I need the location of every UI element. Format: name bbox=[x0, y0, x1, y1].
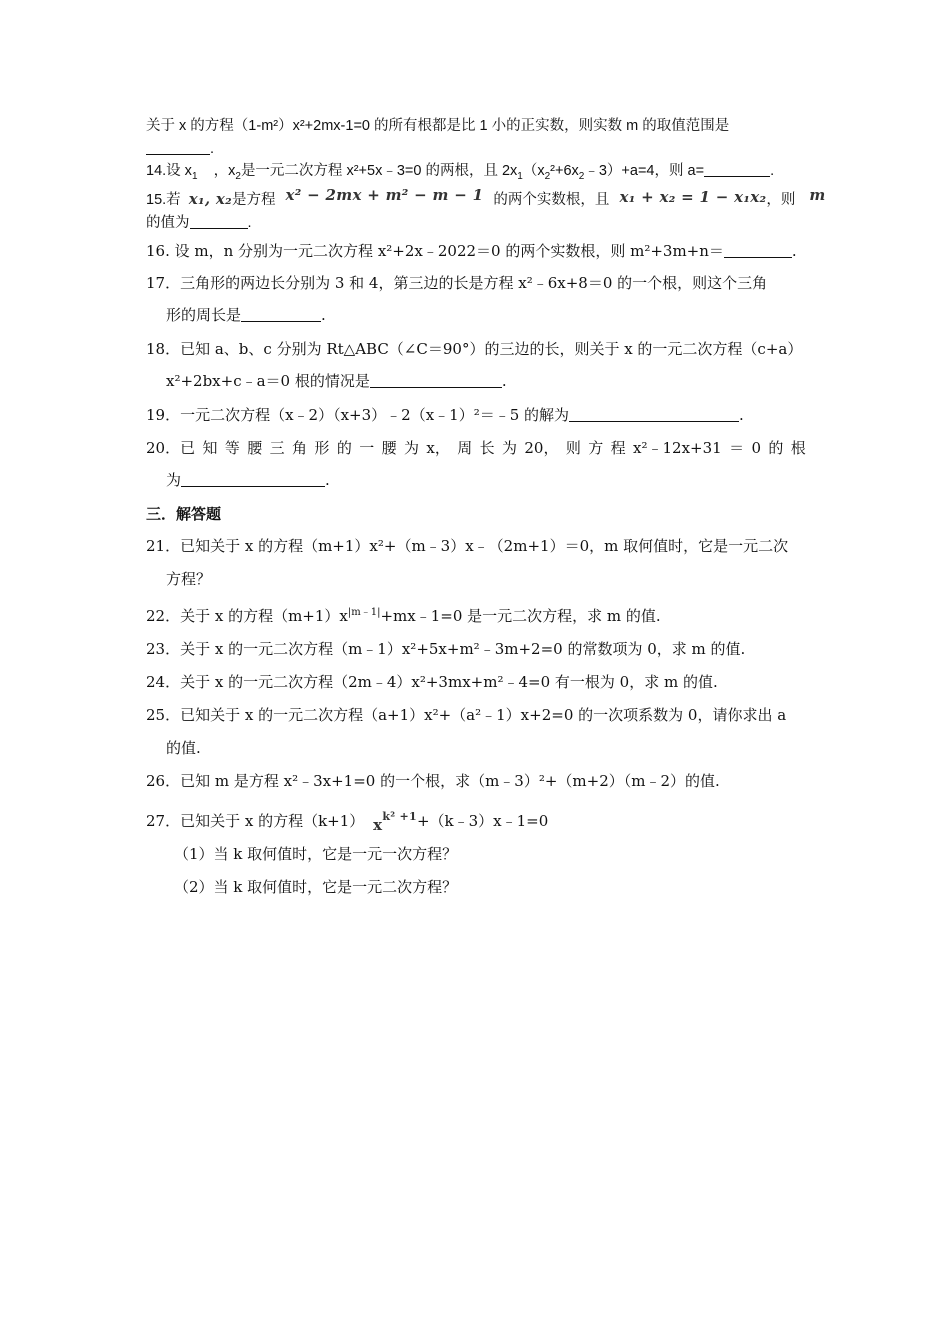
q16-line: 16. 设 m，n 分别为一元二次方程 x²+2x﹣2022＝0 的两个实数根，则 m²+3m+n＝ . bbox=[146, 242, 797, 260]
q25-line2: 的值. bbox=[166, 739, 201, 757]
math-image-equation: x² − 2mx + m² − m − 1 bbox=[285, 186, 484, 204]
q13-line1: 关于 x 的方程（1-m²）x²+2mx-1=0 的所有根都是比 1 小的正实数，则实数 m 的取值范围是 bbox=[146, 118, 730, 134]
q17-line2: 形的周长是 . bbox=[166, 306, 326, 324]
answer-blank[interactable] bbox=[724, 243, 792, 258]
q19-line: 19．一元二次方程（x﹣2）（x+3）﹣2（x﹣1）²＝﹣5 的解为 . bbox=[146, 406, 744, 424]
math-image-m: m bbox=[809, 186, 826, 204]
math-image-power: $x^{k^2 +1}$ bbox=[373, 810, 417, 834]
q25-line1: 25．已知关于 x 的一元二次方程（a+1）x²+（a²﹣1）x+2=0 的一次项系数为 0，请你求出 a bbox=[146, 706, 787, 724]
q26-line: 26．已知 m 是方程 x²﹣3x+1=0 的一个根，求（m﹣3）²+（m+2）（m﹣2）的值. bbox=[146, 772, 720, 790]
q15-line1: 15.若 x₁, x₂是方程 x² − 2mx + m² − m − 1 的两个实数根，且 x₁ + x₂ = 1 − x₁x₂，则 m bbox=[146, 186, 826, 208]
q14-line: 14.设 $x_1$ ，$x_2$是一元二次方程 x²+5x﹣3=0 的两根，且 $2x_1(x_2^2+6x_2﹣3)+a=4$，则 a= . bbox=[146, 163, 775, 182]
q27-sub2: （2）当 k 取何值时，它是一元二次方程？ bbox=[174, 878, 458, 896]
q22-line: 22．关于 x 的方程$(m+1)x^{|m﹣1|}+mx﹣1=0$ 是一元二次方程，求 m 的值. bbox=[146, 607, 661, 625]
q20-line2: 为 . bbox=[166, 471, 330, 489]
answer-blank[interactable] bbox=[181, 472, 325, 487]
q21-line2: 方程？ bbox=[166, 570, 212, 588]
q17-line1: 17．三角形的两边长分别为 3 和 4，第三边的长是方程 x²﹣6x+8＝0 的一个根，则这个三角 bbox=[146, 274, 768, 292]
answer-blank[interactable] bbox=[569, 407, 739, 422]
q13-line2: . bbox=[146, 138, 214, 160]
q27-line: 27．已知关于 x 的方程（k+1） $x^{k^2 +1}+(k﹣3)x﹣1=0$ bbox=[146, 810, 549, 834]
answer-blank[interactable] bbox=[704, 162, 770, 177]
answer-blank[interactable] bbox=[370, 373, 502, 388]
q20-line1: 20．已 知 等 腰 三 角 形 的 一 腰 为 x， 周 长 为 20， 则 方 程 x²﹣12x+31 ＝ 0 的 根 bbox=[146, 439, 806, 457]
q27-sub1: （1）当 k 取何值时，它是一元一次方程？ bbox=[174, 845, 458, 863]
q21-line1: 21．已知关于 x 的方程（m+1）x²+（m﹣3）x﹣（2m+1）＝0，m 取何值时，它是一元二次 bbox=[146, 537, 789, 555]
answer-blank[interactable] bbox=[190, 214, 248, 229]
answer-blank[interactable] bbox=[146, 140, 210, 155]
answer-blank[interactable] bbox=[241, 307, 321, 322]
q18-line1: 18．已知 a、b、c 分别为 Rt△ABC（∠C＝90°）的三边的长，则关于 x 的一元二次方程（c+a） bbox=[146, 340, 803, 358]
q24-line: 24．关于 x 的一元二次方程（2m﹣4）x²+3mx+m²﹣4=0 有一根为 0，求 m 的值. bbox=[146, 673, 718, 691]
math-image-x1-x2: x₁, x₂ bbox=[188, 190, 232, 208]
q15-line2: 的值为 . bbox=[146, 215, 252, 231]
q23-line: 23．关于 x 的一元二次方程（m﹣1）x²+5x+m²﹣3m+2=0 的常数项为 0，求 m 的值. bbox=[146, 640, 746, 658]
q18-line2: x²+2bx+c﹣a＝0 根的情况是 . bbox=[166, 372, 507, 390]
math-image-condition: x₁ + x₂ = 1 − x₁x₂ bbox=[619, 188, 767, 206]
section-title: 三．解答题 bbox=[146, 505, 222, 523]
